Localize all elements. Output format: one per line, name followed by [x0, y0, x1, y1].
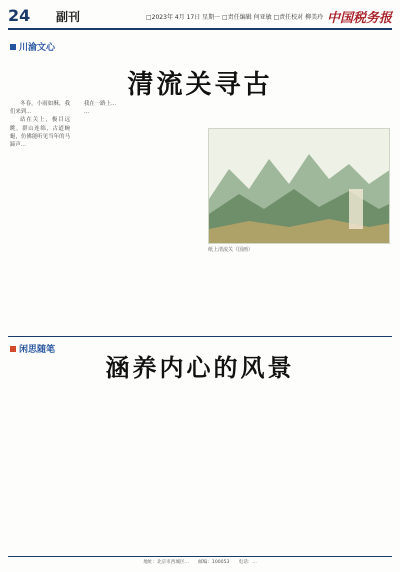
paragraph: 站在关上，极目远眺，群山连绵，古道蜿蜒，仿佛能听见当年的马蹄声... [10, 117, 70, 149]
section-divider [8, 336, 392, 337]
page-number: 24 [8, 6, 31, 25]
header-meta: □2023年 4月 17日 星期一 □责任编辑 何亚敏 □责任校对 柳美玲 [146, 14, 324, 21]
column-tag-1 [10, 40, 55, 53]
paragraph: 我在一路上... [84, 101, 117, 107]
article-column-2 [74, 100, 136, 332]
header-rule [8, 28, 392, 30]
page-footer: 地址：北京市西城区... 邮编：100053 电话：... [8, 556, 392, 566]
landscape-painting [208, 128, 390, 244]
image-caption: 纸上清流关（国画） [208, 247, 254, 253]
paragraph: ... [84, 109, 90, 116]
column-tag-label: 川渝文心 [19, 43, 56, 53]
paragraph: 冬春，小雨如酥，我们来到... [10, 101, 70, 116]
page-header [8, 6, 392, 28]
tag-square-icon [10, 44, 16, 50]
article-column-1 [10, 100, 70, 332]
column-tag-label: 闲思随笔 [19, 345, 56, 355]
masthead-logo: 中国税务报 [326, 11, 392, 26]
article-title: 清流关寻古 [127, 70, 273, 100]
article-title: 涵养内心的风景 [105, 353, 295, 382]
tag-square-icon [10, 346, 16, 352]
column-tag-2 [10, 342, 55, 355]
section-name: 副刊 [56, 10, 81, 24]
